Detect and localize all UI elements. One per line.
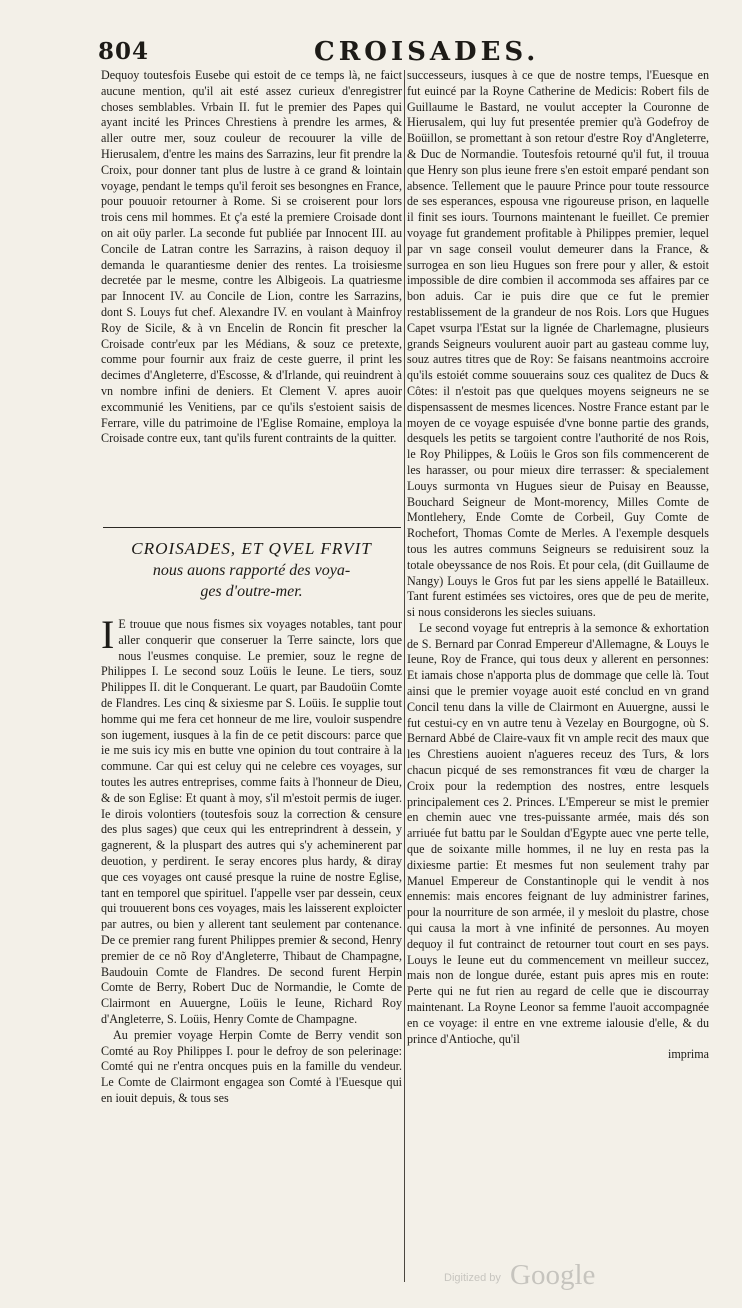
left-column-body	[101, 617, 402, 1287]
page-header	[98, 38, 710, 70]
paragraph: Dequoy toutesfois Eusebe qui estoit de ce temps là, ne faict aucune mention, qu'il ait esté assez curieux d'enregistrer choses semblables. Vrbain II. fut le premier des Papes qui ayant incité les Princes Chrestiens à prendre les armes, & aller outre mer, souz couleur de recouurer la ville de Hierusalem, d'entre les mains des Sarrazins, leur fit prendre la Croix, pour donner tant plus de lustre à ce grand & lointain voyage, pendant le temps qu'il feroit ses besongnes en France, pour pouuoir retourner à Rome. Si se croiserent pour lors trois cens mil hommes. Et ç'a esté la premiere Croisade dont on ait oüy parler. La seconde fut publiée par Innocent III. au Concile de Latran contre les Sarrazins, à raison dequoy il demanda le quarantiesme denier des rentes. La troisiesme decretée par le mesme, contre les Albigeois. La quatriesme par Innocent IV. au Concile de Lion, contre les Sarrazins, dont S. Louys fut chef. Alexandre IV. en voulant à Mainfroy Roy de Sicile, & à vn Encelin de Roncin fit prescher la Croisade contr'eux par les Médians, & souz ce pretexte, comme pour fournir aux fraiz de ceste guerre, il print les decimes d'Angleterre, d'Escosse, & d'Irlande, qui reuindrent à vn nombre infini de deniers. Et Clement V. apres auoir excommunié les Venitiens, par ce qu'ils s'estoient saisis de Ferrare, ville du patrimoine de l'Eglise Romaine, employa la Croisade contre eux, tant qu'ils furent contraints de la quitter.	[101, 68, 402, 446]
paragraph-text: E trouue que nous fismes six voyages notables, tant pour aller conquerir que conseruer la Terre saincte, lors que nous l'eusmes conquise. Le premier, souz le regne de Philippes I. Le second souz Loüis le Ieune. Le tiers, souz Philippes II. dit le Conquerant. Le quart, par Baudoüin Comte de Flandres. Les cinq & sixiesme par S. Loüis. Ie supplie tout homme qui me fera cet honneur de me lire, vouloir suspendre son iugement, iusques à la fin de ce petit discours: parce que ie me suis icy mis en butte vne opinion du tout contraire à la commune. Car qui est celuy qui ne celebre ces voyages, sur toutes les autres entreprises, comme faits à l'honneur de Dieu, & de son Eglise: Et quant à moy, s'il m'estoit permis de iuger. Ie dirois volontiers (toutesfois souz la correction & censure des plus sages) que ceux qui les entreprindrent à dessein, y gagnerent, & la pluspart des autres qui s'y acheminerent par deuotion, y perdirent. Ie seray encores plus hardy, & diray que ces voyages ont causé presque la ruine de nostre Eglise, tant en temporel que spirituel. I'appelle vser par dessein, ceux qui trouuerent bons ces voyages, mais les laisserent exploicter par autres, ou bien y allerent tant seulement par contenance. De ce premier rang furent Philippes premier & second, Henry premier de ce nõ Roy d'Angleterre, Thibaut de Champagne, Baudouin Comte de Flandres. De second furent Herpin Comte de Berry, Robert Duc de Normandie, le Comte de Clairmont en Auuergne, Loüis le Ieune, Richard Roy d'Angleterre, S. Loüis, Henry Comte de Champagne.	[101, 617, 402, 1026]
section-title-line-1: CROISADES, ET QVEL FRVIT	[131, 539, 372, 558]
right-column	[407, 68, 709, 1308]
section-title-line-2: nous auons rapporté des voya-	[152, 562, 351, 579]
google-logo: Google	[510, 1259, 596, 1291]
catchword: imprima	[668, 1047, 709, 1062]
page-number: 804	[98, 38, 150, 65]
drop-cap: I	[101, 617, 115, 657]
paragraph: successeurs, iusques à ce que de nostre temps, l'Euesque en fut euincé par la Royne Catherine de Medicis: Robert fils de Guillaume le Bastard, ne voulut accepter la Couronne de Hierusalem, qui luy fut presentée premier qu'à Godefroy de Boüillon, se promettant à son retour d'estre Roy d'Angleterre, & Duc de Normandie. Toutesfois retourné qu'il fut, il trouua que Henry son plus ieune frere s'en estoit emparé pendant son absence. Tellement que le pauure Prince pour toute ressource de ses esperances, espousa vne rigoureuse prison, en laquelle il finit ses iours. Tournons maintenant le fueillet. Ce premier voyage fut grandement profitable à Philippes premier, lequel par vn sage conseil voulut demeurer dans la France, & surrogea en son lieu Hugues son frere pour y aller, & estoit impossible de dire combien il accommoda ses affaires par ce bon aduis. Car ie puis dire que ce fut le premier restablissement de la grandeur de nos Rois. Lors que Hugues Capet vsurpa l'Estat sur la lignée de Charlemagne, plusieurs grands Seigneurs voulurent auoir part au gasteau comme luy, souz autres titres que de Roy: Se faisans neantmoins accroire qu'ils estoiét comme souuerains souz ces qualitez de Ducs & Côtes: il n'estoit pas que quelques moyens seigneurs ne se dispensassent de mesmes licences. Nostre France estant par le moyen de ce voyage espuisée d'vne bonne partie des grands, desquels les petits se targoient contre l'authorité de nos Rois, le Roy Philippes, & Loüis le Gros son fils commencerent de les harasser, ou pour mieux dire terrasser: & specialement Louys surmonta vn Hugues sieur de Puisay en Beausse, Bouchard Seigneur de Mont-morency, Milles Comte de Montlehery, Ende Comte de Corbeil, Guy Comte de Rochefort, Thomas Comte de Merles. A l'exemple desquels tous les autres communs Seigneurs se reduisirent souz la totale obeyssance de nos Rois. Et pour cela, (dit Guillaume de Nangy) Louys le Gros fut par les siens appellé le Batailleux. Tant furent estimées ses victoires, ores que de peu de merite, si nous considerons les siecles suiuans.	[407, 68, 709, 620]
paragraph: Au premier voyage Herpin Comte de Berry vendit son Comté au Roy Philippes I. pour le defroy de son pelerinage: Comté qui ne r'entra oncques puis en la famille du vendeur. Le Comte de Clairmont engagea son Comté à l'Euesque qui en iouit depuis, & tous ses	[101, 1027, 402, 1105]
section-title-line-3: ges d'outre-mer.	[200, 583, 303, 600]
paragraph: Le second voyage fut entrepris à la semonce & exhortation de S. Bernard par Conrad Empereur d'Allemagne, & Louys le Ieune, Roy de France, qui tous deux y allerent en personnes: Et iamais chose n'apporta plus de dommage que celle là. Tout ainsi que le premier voyage auoit esté conclud en vn grand Concil tenu dans la ville de Clairmont en Auuergne, aussi le fut cestui-cy en vn autre tenu à Vezelay en Bourgogne, où S. Bernard Abbé de Claire-vaux fit vn ample recit des maux que les Chrestiens auoient n'agueres receuz des Turs, & lors chacun picqué de ses remonstrances fit vœu de charger la Croix pour la redemption des nostres, entre lesquels principalement ces 2. Princes. L'Empereur se mist le premier en chemin auec vne tres-puissante armée, mais dés son arriuée fut battu par le Souldan d'Egypte auec vne perte telle, que de soixante mille hommes, il ne luy en resta pas la dixiesme partie: Et mesmes fut non seulement trahy par Manuel Empereur de Constantinople qui le vendit à nos ennemis: mais encores feignant de luy administrer farines, pour la nourriture de son armée, il y mesloit du plastre, chose qui causa la mort à vne infinité de personnes. Au moyen dequoy il fut contrainct de retourner tout court en ses pays. Louys le Ieune eut du commencement vn meilleur succez, mais non de longue durée, estant puis apres mis en route: Perte qui ne fut rien au regard de celle que ie discourray maintenant. La Royne Leonor sa femme l'auoit accompagnée en ce voyage: il entre en vne extreme ialousie d'elle, & du prince d'Antioche, qu'il	[407, 620, 709, 1046]
section-title	[101, 538, 402, 602]
column-divider	[404, 70, 405, 1282]
paragraph	[101, 617, 402, 1028]
digitized-watermark	[444, 1261, 664, 1289]
running-title: CROISADES.	[314, 37, 540, 67]
section-rule	[103, 527, 401, 528]
left-column-top	[101, 68, 402, 518]
watermark-small: Digitized by	[444, 1272, 501, 1284]
